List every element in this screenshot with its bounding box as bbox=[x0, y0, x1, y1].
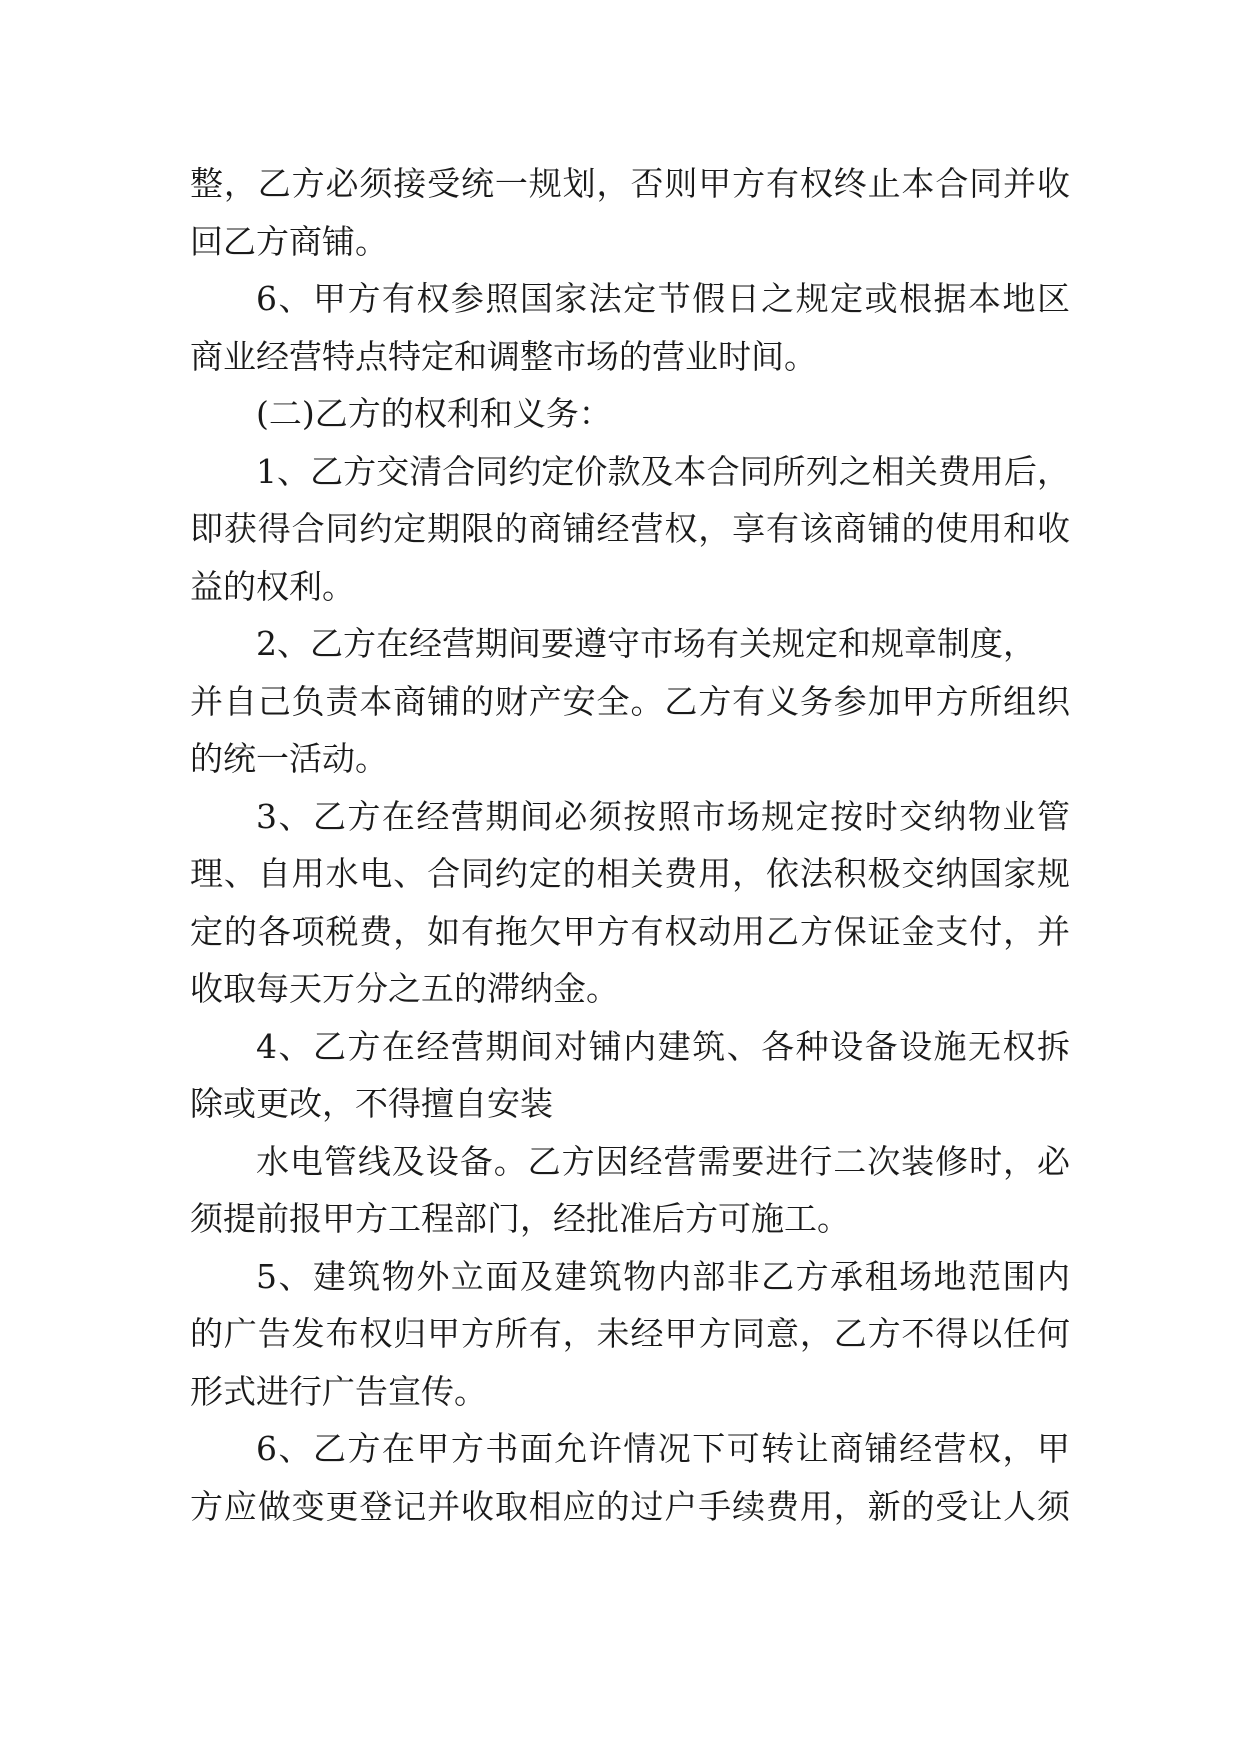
text-line: 并自己负责本商铺的财产安全。乙方有义务参加甲方所组织 bbox=[190, 681, 1070, 721]
text-line: 6、甲方有权参照国家法定节假日之规定或根据本地区 bbox=[256, 279, 1070, 318]
contract-body-text bbox=[190, 155, 1070, 1535]
text-line: 除或更改，不得擅自安装 bbox=[190, 1084, 553, 1123]
text-line: 的统一活动。 bbox=[190, 739, 388, 778]
text-line: 定的各项税费，如有拖欠甲方有权动用乙方保证金支付，并 bbox=[190, 911, 1070, 951]
text-line: 3、乙方在经营期间必须按照市场规定按时交纳物业管 bbox=[256, 796, 1070, 836]
text-line: 6、乙方在甲方书面允许情况下可转让商铺经营权，甲 bbox=[256, 1429, 1070, 1468]
text-line: (二)乙方的权利和义务： bbox=[256, 394, 612, 433]
text-line: 即获得合同约定期限的商铺经营权，享有该商铺的使用和收 bbox=[190, 509, 1070, 548]
text-line: 整，乙方必须接受统一规划，否则甲方有权终止本合同并收 bbox=[190, 164, 1070, 203]
text-line: 2、乙方在经营期间要遵守市场有关规定和规章制度， bbox=[256, 624, 1036, 663]
text-line: 1、乙方交清合同约定价款及本合同所列之相关费用后， bbox=[256, 451, 1070, 491]
text-line: 益的权利。 bbox=[190, 566, 355, 606]
text-line: 水电管线及设备。乙方因经营需要进行二次装修时，必 bbox=[256, 1141, 1070, 1181]
text-line: 的广告发布权归甲方所有，未经甲方同意，乙方不得以任何 bbox=[190, 1314, 1070, 1353]
text-line: 5、建筑物外立面及建筑物内部非乙方承租场地范围内 bbox=[256, 1256, 1070, 1296]
text-line: 收取每天万分之五的滞纳金。 bbox=[190, 969, 619, 1008]
text-line: 理、自用水电、合同约定的相关费用，依法积极交纳国家规 bbox=[190, 854, 1070, 893]
text-line: 商业经营特点特定和调整市场的营业时间。 bbox=[190, 336, 817, 376]
text-line: 方应做变更登记并收取相应的过户手续费用，新的受让人须 bbox=[190, 1486, 1070, 1526]
text-line: 回乙方商铺。 bbox=[190, 221, 388, 261]
text-line: 须提前报甲方工程部门，经批准后方可施工。 bbox=[190, 1199, 850, 1238]
text-line: 形式进行广告宣传。 bbox=[190, 1371, 487, 1411]
text-line: 4、乙方在经营期间对铺内建筑、各种设备设施无权拆 bbox=[256, 1026, 1070, 1066]
